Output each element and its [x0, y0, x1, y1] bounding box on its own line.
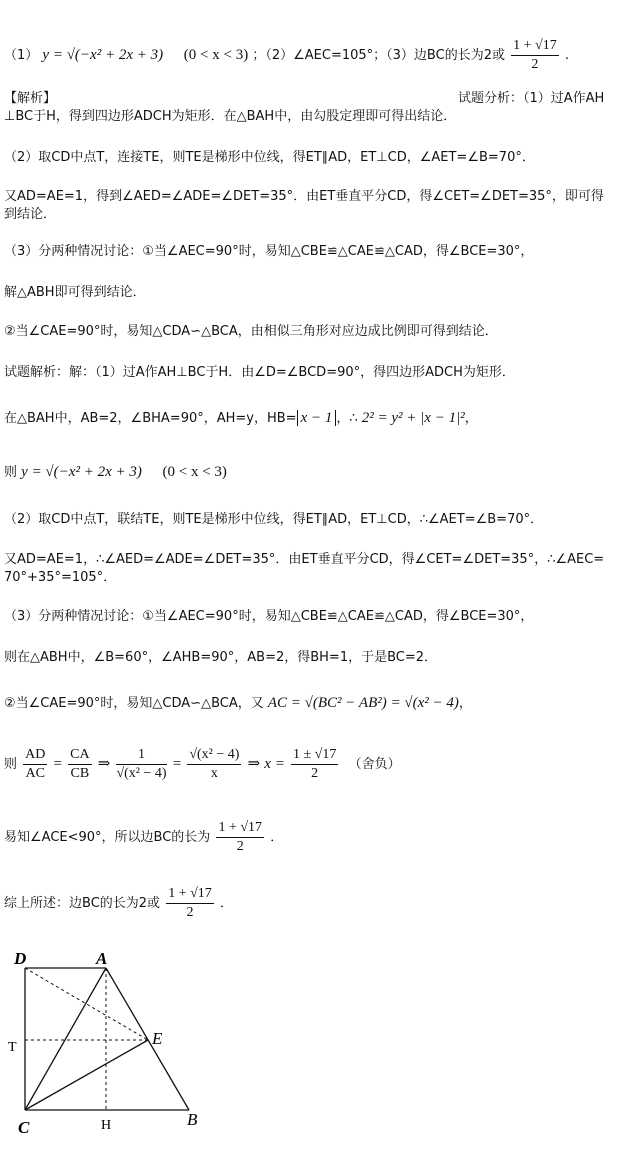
solution-conclusion [4, 884, 233, 924]
implies-arrow-1: ⇒ [97, 756, 111, 772]
solution-line-10-denominator: 2 [236, 839, 244, 854]
fraction-one-over-root-denominator: √(x² − 4) [116, 766, 167, 781]
solution-line-10-fraction [216, 819, 264, 856]
fraction-root-over-x-denominator: x [210, 766, 218, 781]
segment-AB [106, 968, 189, 1110]
solution-line-5a: 又AD=AE=1，∴∠AED=∠ADE=∠DET=35°．由ET垂直平分CD，得∠CET=∠DET=35°，∴∠AEC= [4, 552, 605, 567]
label-E: E [152, 1029, 163, 1048]
implies-arrow-2: ⇒ [247, 756, 261, 772]
solution-line-2 [4, 409, 478, 428]
trapezoid-figure [0, 940, 240, 1140]
solution-line-10-end: ． [270, 830, 284, 845]
answer-line [4, 37, 569, 74]
fraction-x-solution-denominator: 2 [311, 766, 319, 781]
solution-ac-expression: AC = √(BC² − AB²) = √(x² − 4) [267, 695, 459, 711]
solution-line-3-then: 则 [4, 465, 18, 480]
solution-line-8 [4, 694, 472, 713]
fraction-root-over-x-numerator: √(x² − 4) [187, 746, 241, 765]
solution-line-1: 试题解析：解：（1）过A作AH⊥BC于H．由∠D=∠BCD=90°，得四边形ADCH为矩形． [4, 365, 515, 380]
answer-end: . [564, 48, 569, 63]
segment-CE [25, 1040, 148, 1110]
analysis-line-5: 解△ABH即可得到结论． [4, 285, 146, 300]
label-D: D [14, 949, 27, 968]
answer-fraction-numerator: 1 + √17 [511, 37, 559, 56]
discard-negative-note: （舍负） [348, 757, 401, 772]
segment-CA [25, 968, 106, 1110]
fraction-root-over-x [187, 746, 241, 783]
answer-fraction [511, 37, 559, 74]
equals-sign-1: = [53, 756, 62, 772]
solution-conclusion-end: ． [219, 896, 233, 911]
solution-line-10-numerator: 1 + √17 [216, 819, 264, 838]
answer-part2-3: ；（2）∠AEC=105°；（3）边BC的长为2或 [252, 48, 505, 63]
solution-line-4: （2）取CD中点T，联结TE，则TE是梯形中位线，得ET∥AD，ET⊥CD，∴∠AET=∠B=70°． [4, 512, 544, 527]
solution-conclusion-fraction [166, 885, 214, 922]
equals-sign-2: = [172, 756, 182, 772]
label-A: A [96, 949, 108, 968]
dashed-DE [25, 968, 148, 1040]
solution-abs-value: x − 1 [297, 410, 337, 426]
solution-line-2-comma: ， [464, 411, 478, 426]
x-equals: x = [264, 756, 285, 772]
fraction-ad-ac [23, 746, 47, 783]
analysis-intro: 试题分析：（1）过A作AH [458, 91, 605, 106]
solution-line-10 [4, 818, 283, 858]
solution-line-8-comma: ， [458, 696, 472, 711]
answer-part1-range: (0 < x < 3) [183, 47, 249, 63]
analysis-line-6: ②当∠CAE=90°时，易知△CDA∽△BCA，由相似三角形对应边成比例即可得到结论． [4, 324, 498, 339]
solution-function-expression: y = √(−x² + 2x + 3) [21, 464, 142, 480]
solution-line-2-text: 在△BAH中，AB=2，∠BHA=90°，AH=y，HB= [4, 411, 297, 426]
label-H: H [101, 1118, 112, 1133]
answer-part1-expression: y = √(−x² + 2x + 3) [42, 47, 164, 63]
solution-line-6: （3）分两种情况讨论：①当∠AEC=90°时，易知△CBE≌△CAE≌△CAD，得∠BCE=30°， [4, 609, 534, 624]
fraction-x-solution-numerator: 1 ± √17 [291, 746, 338, 765]
solution-line-5b: 70°+35°=105°． [4, 570, 117, 585]
analysis-line-3b: 到结论． [4, 207, 57, 222]
solution-function-range: (0 < x < 3) [162, 464, 227, 480]
solution-proportion-line [4, 744, 401, 785]
analysis-line-2: （2）取CD中点T，连接TE，则TE是梯形中位线，得ET∥AD，ET⊥CD，∠AET=∠B=70°． [4, 150, 535, 165]
analysis-line-4: （3）分两种情况讨论：①当∠AEC=90°时，易知△CBE≌△CAE≌△CAD，得∠BCE=30°， [4, 244, 534, 259]
solution-conclusion-numerator: 1 + √17 [166, 885, 214, 904]
fraction-one-over-root-numerator: 1 [116, 746, 166, 765]
solution-line-3 [4, 463, 227, 482]
answer-part1-label: （1） [4, 48, 39, 63]
solution-conclusion-denominator: 2 [186, 905, 194, 920]
solution-line-10-text: 易知∠ACE<90°，所以边BC的长为 [4, 830, 211, 845]
analysis-line-1: ⊥BC于H，得到四边形ADCH为矩形．在△BAH中，由勾股定理即可得出结论． [4, 109, 457, 124]
label-T: T [8, 1040, 17, 1055]
answer-fraction-denominator: 2 [531, 57, 539, 72]
solution-proportion-then: 则 [4, 757, 18, 772]
fraction-ca-cb-denominator: CB [70, 766, 90, 781]
fraction-ca-cb-numerator: CA [68, 746, 91, 765]
fraction-ad-ac-denominator: AC [25, 766, 45, 781]
fraction-ca-cb [68, 746, 91, 783]
solution-line-8-text: ②当∠CAE=90°时，易知△CDA∽△BCA，又 [4, 696, 264, 711]
label-C: C [18, 1118, 30, 1137]
solution-pythagoras-equation: 2² = y² + |x − 1|² [361, 410, 465, 426]
label-B: B [187, 1110, 198, 1129]
analysis-tag: 【解析】 [4, 91, 57, 106]
fraction-ad-ac-numerator: AD [23, 746, 47, 765]
fraction-x-solution [291, 746, 338, 783]
solution-line-7: 则在△ABH中，∠B=60°，∠AHB=90°，AB=2，得BH=1，于是BC=2． [4, 650, 438, 665]
solution-conclusion-text: 综上所述：边BC的长为2或 [4, 896, 161, 911]
solution-line-2-therefore: ，∴ [336, 411, 358, 426]
fraction-one-over-root [116, 746, 166, 783]
analysis-line-3a: 又AD=AE=1，得到∠AED=∠ADE=∠DET=35°．由ET垂直平分CD，得∠CET=∠DET=35°，即可得 [4, 189, 604, 204]
